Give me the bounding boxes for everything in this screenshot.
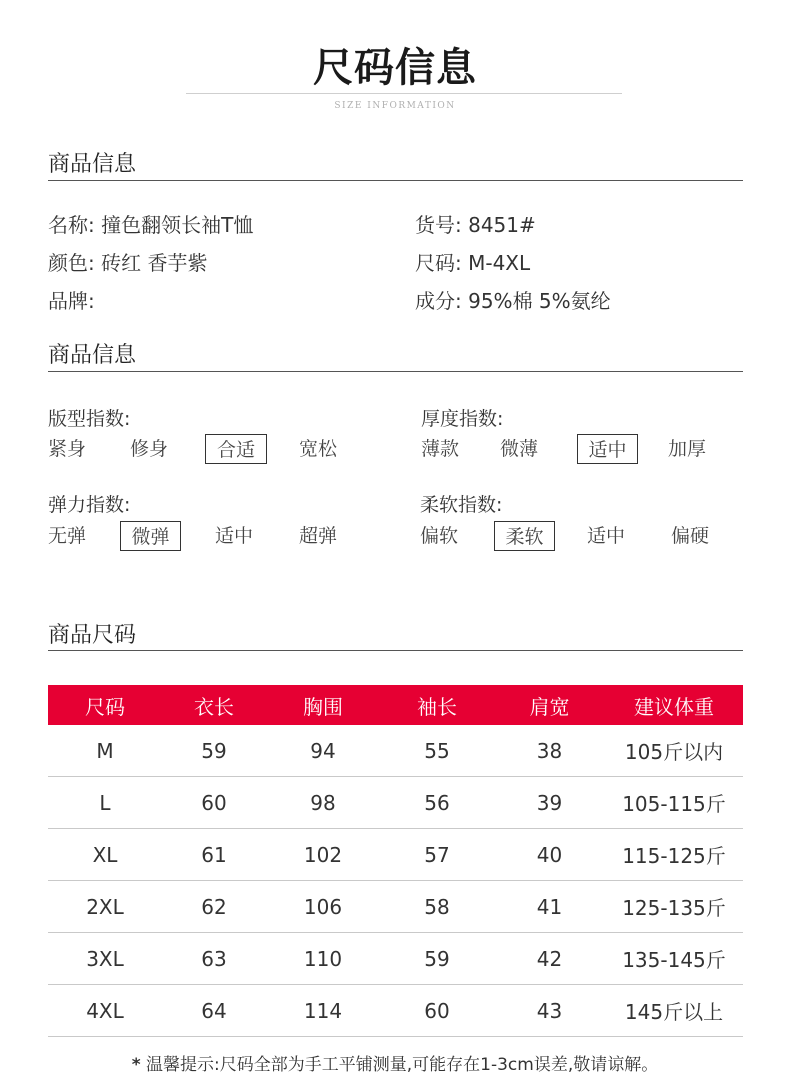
thickness-option-selected: 适中 — [577, 434, 638, 464]
cell-length: 59 — [162, 725, 266, 777]
column-header-chest: 胸围 — [266, 685, 380, 725]
brand-field — [48, 285, 95, 314]
section-heading-size-chart: 商品尺码 — [48, 623, 137, 648]
fit-option: 紧身 — [48, 438, 87, 460]
page-subtitle: SIZE INFORMATION — [334, 101, 456, 111]
cell-weight: 105斤以内 — [605, 725, 743, 777]
cell-size: XL — [48, 829, 162, 881]
size-label: 尺码: — [415, 251, 462, 275]
table-row — [48, 777, 743, 829]
section-heading-product-index: 商品信息 — [48, 343, 137, 368]
name-value: 撞色翻领长袖T恤 — [101, 213, 254, 237]
cell-sleeve: 58 — [380, 881, 494, 933]
cell-chest: 98 — [266, 777, 380, 829]
sku-field — [415, 209, 536, 238]
cell-weight: 105-115斤 — [605, 777, 743, 829]
cell-size: M — [48, 725, 162, 777]
cell-shoulder: 43 — [494, 985, 605, 1037]
thickness-index-label: 厚度指数: — [421, 408, 504, 430]
sku-value: 8451# — [468, 213, 536, 237]
cell-length: 63 — [162, 933, 266, 985]
material-label: 成分: — [415, 289, 462, 313]
color-value: 砖红 香芋紫 — [101, 251, 208, 275]
name-field — [48, 209, 253, 238]
cell-size: 2XL — [48, 881, 162, 933]
thickness-option: 微薄 — [500, 438, 539, 460]
cell-sleeve: 57 — [380, 829, 494, 881]
thickness-option: 薄款 — [421, 438, 460, 460]
table-row — [48, 881, 743, 933]
softness-option: 适中 — [587, 525, 626, 547]
softness-option: 偏硬 — [671, 525, 710, 547]
column-header-size: 尺码 — [48, 685, 162, 725]
table-row — [48, 985, 743, 1037]
cell-size: 3XL — [48, 933, 162, 985]
cell-sleeve: 60 — [380, 985, 494, 1037]
section-divider — [48, 180, 743, 181]
elasticity-option-selected: 微弹 — [120, 521, 181, 551]
cell-length: 62 — [162, 881, 266, 933]
cell-size: L — [48, 777, 162, 829]
fit-option: 修身 — [130, 438, 169, 460]
size-table — [48, 685, 743, 1037]
brand-label: 品牌: — [48, 289, 95, 313]
cell-length: 64 — [162, 985, 266, 1037]
elasticity-index-label: 弹力指数: — [48, 494, 131, 516]
thickness-option: 加厚 — [668, 438, 707, 460]
tip-text: 温馨提示:尺码全部为手工平铺测量,可能存在1-3cm误差,敬请谅解。 — [146, 1055, 659, 1075]
tip-star: * — [131, 1055, 141, 1075]
cell-weight: 125-135斤 — [605, 881, 743, 933]
page-title: 尺码信息 — [313, 45, 477, 91]
fit-option: 宽松 — [299, 438, 338, 460]
cell-size: 4XL — [48, 985, 162, 1037]
cell-length: 61 — [162, 829, 266, 881]
softness-option-selected: 柔软 — [494, 521, 555, 551]
fit-index-label: 版型指数: — [48, 408, 131, 430]
material-field — [415, 285, 611, 314]
cell-chest: 114 — [266, 985, 380, 1037]
softness-index-label: 柔软指数: — [420, 494, 503, 516]
section-divider — [48, 650, 743, 651]
column-header-weight: 建议体重 — [605, 685, 743, 725]
section-divider — [48, 371, 743, 372]
elasticity-option: 超弹 — [299, 525, 338, 547]
cell-shoulder: 40 — [494, 829, 605, 881]
section-heading-product-info: 商品信息 — [48, 152, 137, 177]
softness-option: 偏软 — [420, 525, 459, 547]
sku-label: 货号: — [415, 213, 462, 237]
column-header-sleeve: 袖长 — [380, 685, 494, 725]
cell-length: 60 — [162, 777, 266, 829]
name-label: 名称: — [48, 213, 95, 237]
elasticity-option: 无弹 — [48, 525, 87, 547]
cell-sleeve: 56 — [380, 777, 494, 829]
title-divider — [186, 93, 622, 94]
color-label: 颜色: — [48, 251, 95, 275]
cell-chest: 102 — [266, 829, 380, 881]
column-header-shoulder: 肩宽 — [494, 685, 605, 725]
cell-shoulder: 42 — [494, 933, 605, 985]
table-row — [48, 829, 743, 881]
cell-chest: 106 — [266, 881, 380, 933]
material-value: 95%棉 5%氨纶 — [468, 289, 611, 313]
table-row — [48, 725, 743, 777]
size-value: M-4XL — [468, 251, 531, 275]
table-row — [48, 933, 743, 985]
cell-shoulder: 38 — [494, 725, 605, 777]
cell-shoulder: 41 — [494, 881, 605, 933]
cell-weight: 145斤以上 — [605, 985, 743, 1037]
cell-weight: 135-145斤 — [605, 933, 743, 985]
cell-chest: 94 — [266, 725, 380, 777]
table-header-row — [48, 685, 743, 725]
elasticity-option: 适中 — [215, 525, 254, 547]
cell-sleeve: 55 — [380, 725, 494, 777]
cell-shoulder: 39 — [494, 777, 605, 829]
fit-option-selected: 合适 — [205, 434, 267, 464]
cell-sleeve: 59 — [380, 933, 494, 985]
footer-tip — [0, 1050, 790, 1075]
color-field — [48, 247, 207, 276]
cell-chest: 110 — [266, 933, 380, 985]
cell-weight: 115-125斤 — [605, 829, 743, 881]
column-header-length: 衣长 — [162, 685, 266, 725]
size-field — [415, 247, 530, 276]
